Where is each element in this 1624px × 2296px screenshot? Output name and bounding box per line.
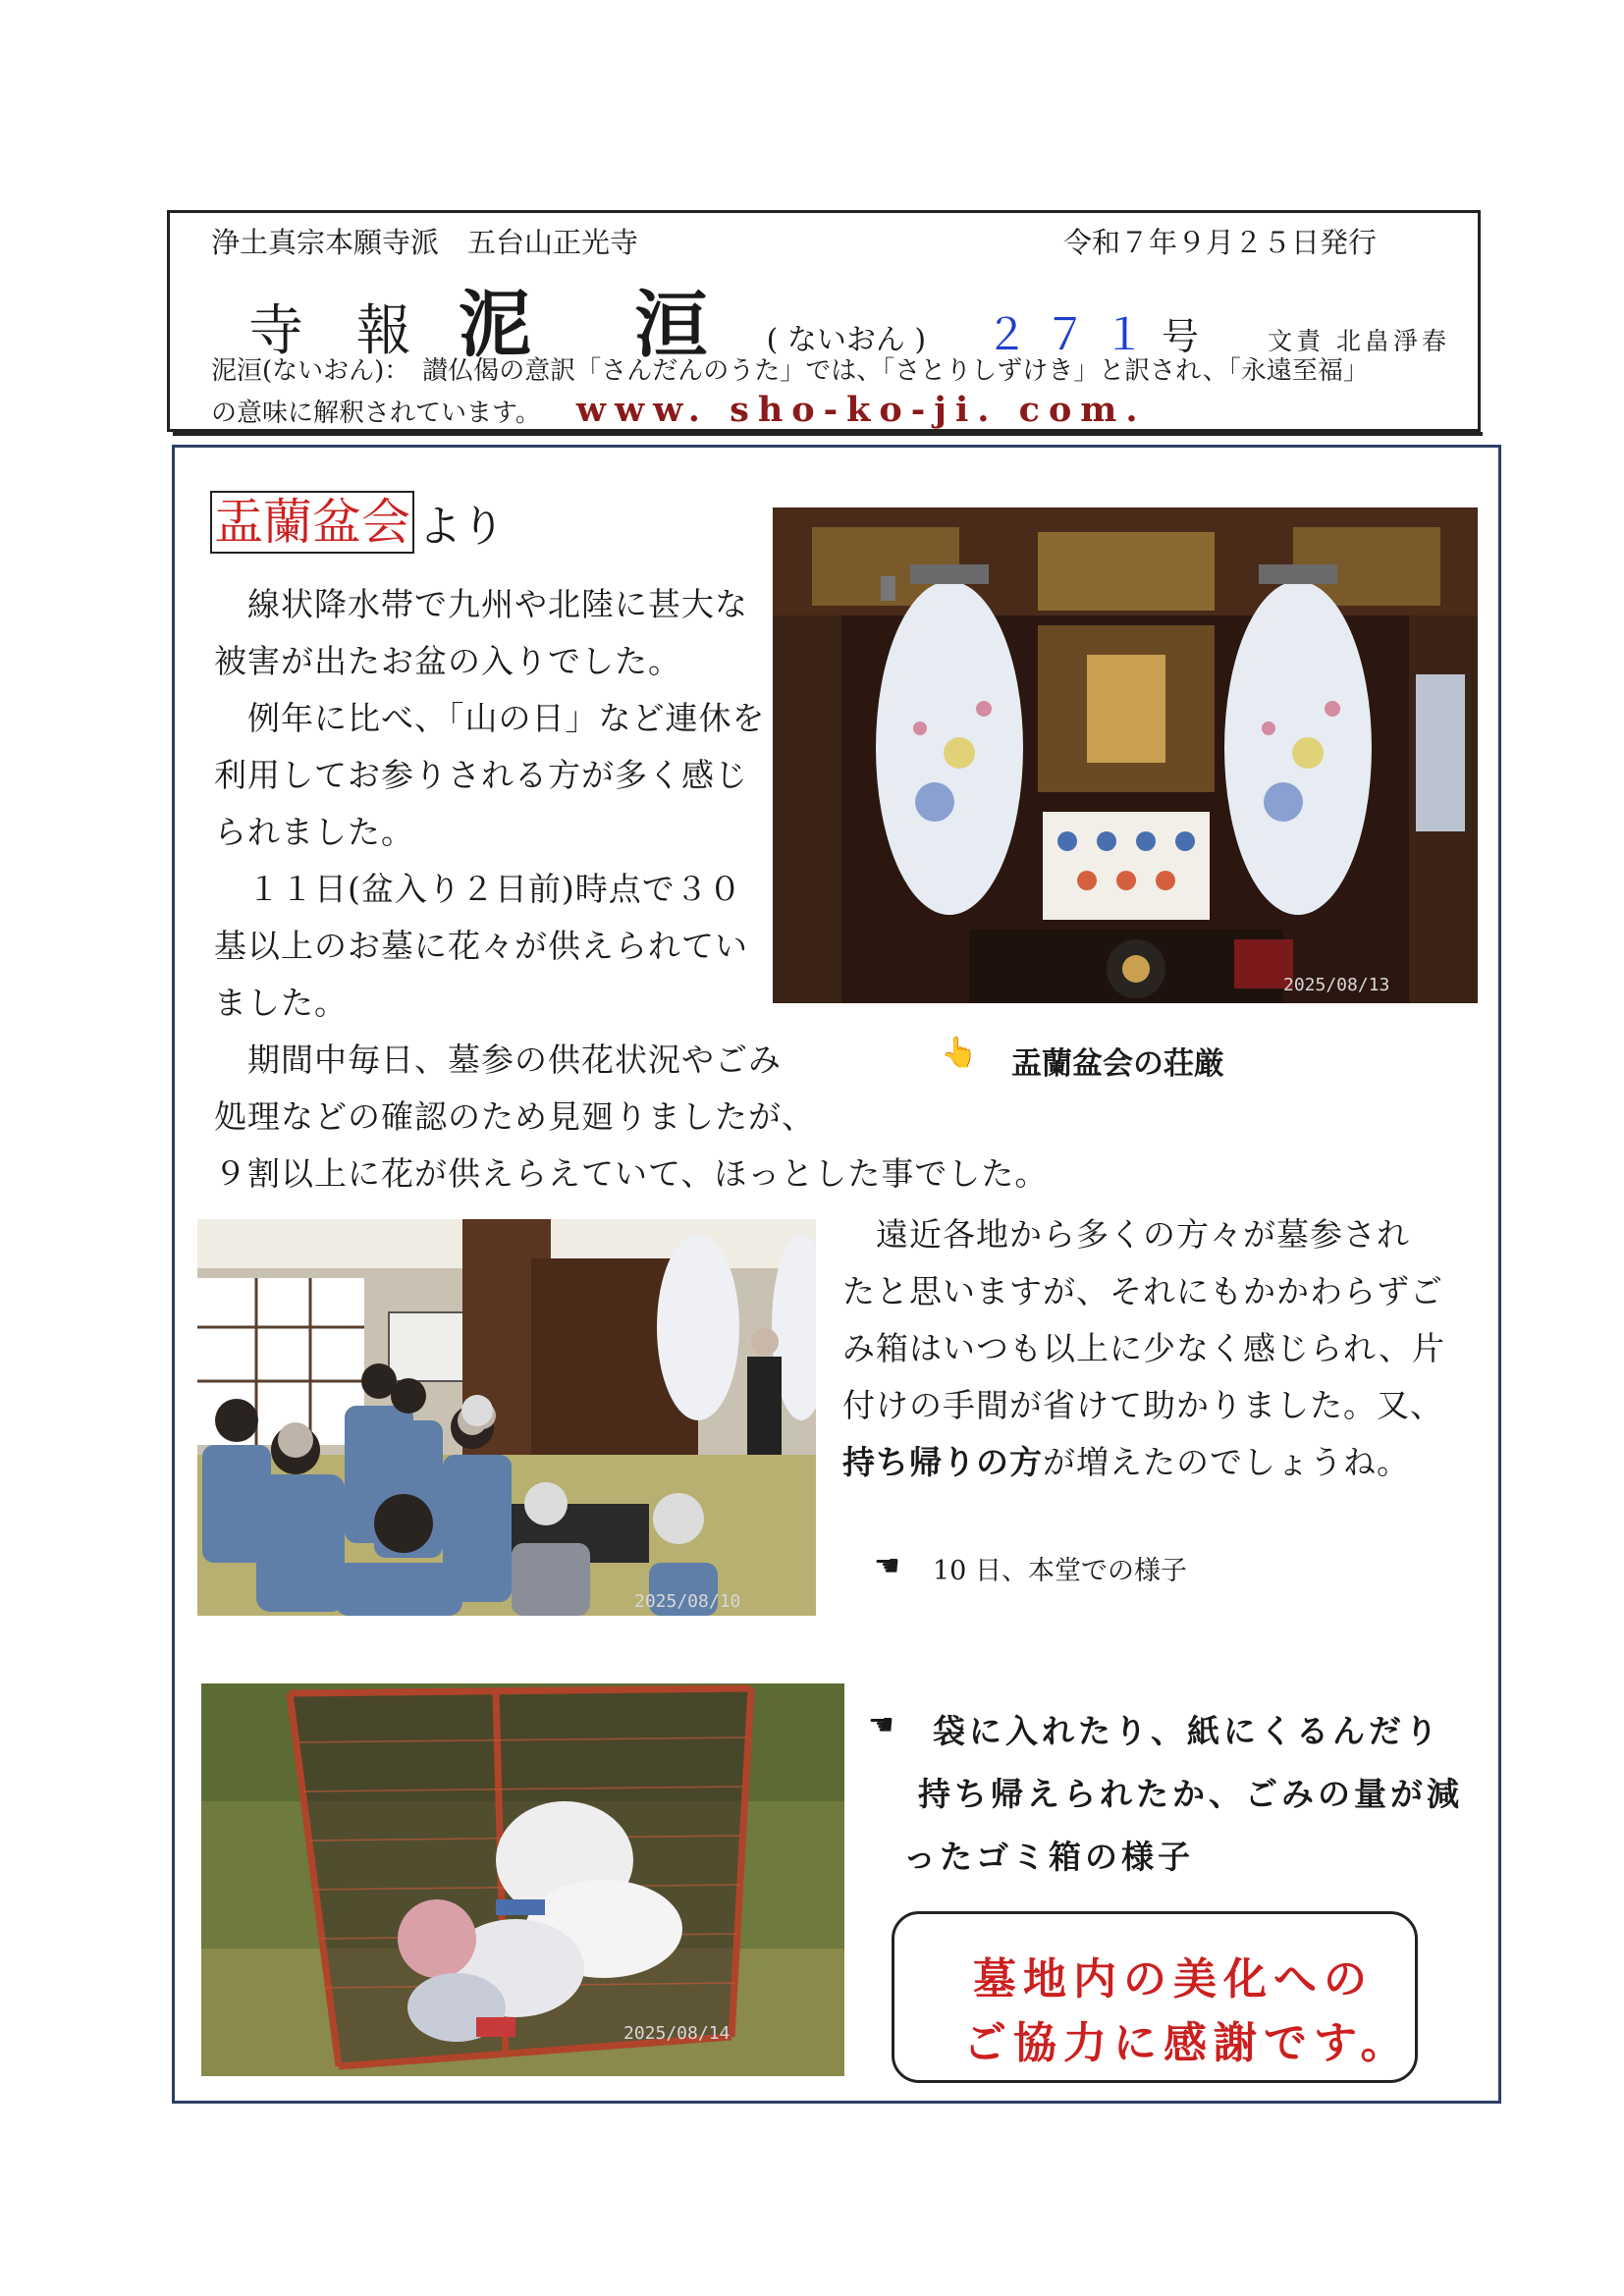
svg-text:2025/08/10: 2025/08/10: [634, 1591, 741, 1612]
altar-photo: [773, 507, 1478, 1003]
body-line: 基以上のお墓に花々が供えられてい: [214, 927, 748, 965]
body-line: 線状降水帯で九州や北陸に甚大な: [214, 585, 748, 623]
hall-photo-caption: 10 日、本堂での様子: [933, 1556, 1187, 1586]
website-link[interactable]: www. sho-ko-ji. com.: [575, 390, 1147, 430]
body-line: み箱はいつも以上に少なく感じられ、片: [842, 1329, 1445, 1367]
body-line: られました。: [214, 813, 414, 851]
section-title-suffix: より: [418, 502, 505, 552]
trash-caption-line3: ったゴミ箱の様子: [903, 1838, 1194, 1876]
section-title: 盂蘭盆会: [210, 491, 414, 554]
body-line: 被害が出たお盆の入りでした。: [214, 642, 681, 680]
thanks-line2: ご協力に感謝です。: [963, 2018, 1411, 2068]
pointing-finger-icon: 👆: [941, 1036, 978, 1070]
body-line: 付けの手間が省けて助かりました。又、: [842, 1386, 1443, 1424]
body-line: 利用してお参りされる方が多く感じ: [214, 756, 748, 794]
title-definition-line2: [211, 390, 1147, 430]
body-line: たと思いますが、それにもかかわらずご: [842, 1272, 1443, 1310]
thanks-line1: 墓地内の美化への: [973, 1954, 1374, 2004]
issue-number: ２７１: [985, 310, 1163, 360]
responsible-editor: 文責 北畠淨春: [1268, 327, 1451, 355]
page-title: 泥 洹: [458, 283, 747, 367]
trash-bin-photo: [201, 1683, 844, 2076]
body-text: が増えたのでしょうね。: [1043, 1443, 1410, 1481]
thanks-message-box: [892, 1911, 1418, 2083]
title-definition-line1: 泥洹(ないおん)： 讃仏偈の意訳「さんだんのうた」では、「さとりしずけき」と訳され、「永遠至福」: [211, 356, 1369, 386]
pointing-hand-icon: ☚: [868, 1708, 894, 1742]
body-line: ました。: [214, 984, 348, 1022]
newsletter-header: [167, 210, 1481, 432]
title-prefix: 寺 報: [248, 299, 429, 363]
body-line: 期間中毎日、墓参の供花状況やごみ: [214, 1041, 782, 1079]
section-heading: [210, 491, 505, 554]
body-line: １１日(盆入り２日前)時点で３０: [214, 870, 742, 908]
issue-suffix: 号: [1162, 315, 1200, 358]
altar-photo-caption: 盂蘭盆会の荘厳: [1011, 1046, 1224, 1082]
body-line: 例年に比べ、「山の日」など連休を: [214, 699, 766, 737]
svg-text:2025/08/14: 2025/08/14: [623, 2023, 731, 2044]
sect-name: 浄土真宗本願寺派 五台山正光寺: [211, 226, 639, 259]
body-line: 遠近各地から多くの方々が墓参され: [842, 1215, 1410, 1254]
svg-text:2025/08/13: 2025/08/13: [1283, 975, 1390, 995]
title-reading: ( ないおん ): [766, 323, 927, 357]
trash-caption-line1: 袋に入れたり、紙にくるんだり: [933, 1712, 1441, 1750]
pointing-hand-icon: ☚: [874, 1549, 900, 1583]
definition-text: の意味に解釈されています。: [211, 399, 541, 428]
trash-caption-line2: 持ち帰えられたか、ごみの量が減: [918, 1775, 1463, 1813]
issue-date: 令和７年９月２５日発行: [1063, 226, 1378, 259]
body-line: [842, 1437, 1410, 1483]
main-hall-photo: [197, 1219, 816, 1616]
body-line: ９割以上に花が供えらえていて、ほっとした事でした。: [214, 1154, 1049, 1193]
header-underline: [173, 432, 1483, 436]
body-line: 処理などの確認のため見廻りましたが、: [214, 1097, 815, 1136]
emphasis-text: 持ち帰りの方: [842, 1443, 1043, 1481]
